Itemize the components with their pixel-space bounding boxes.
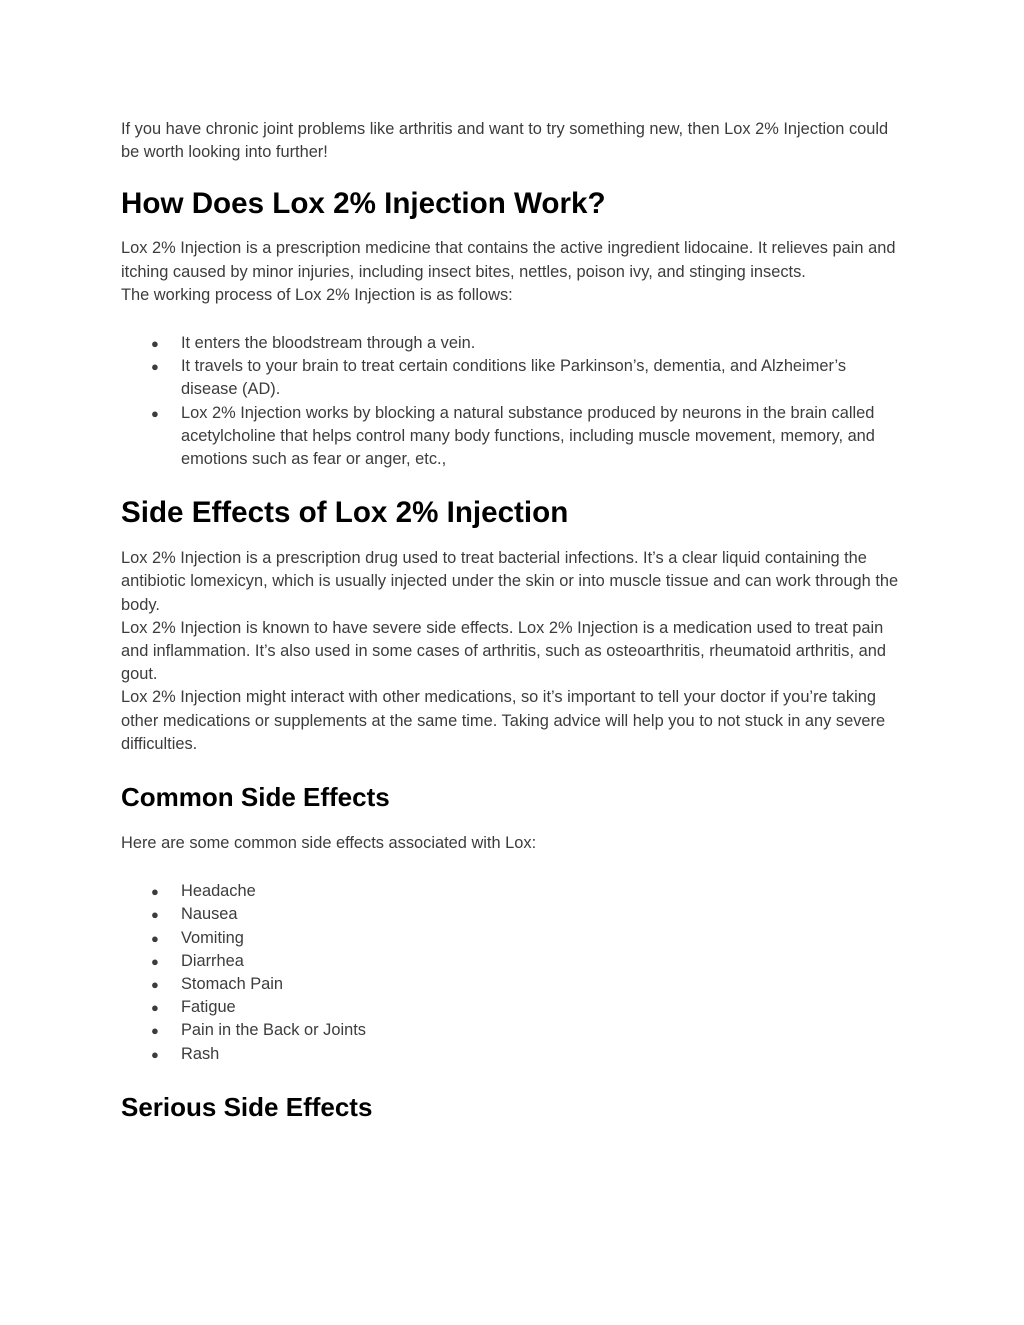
common-side-effects-list bbox=[121, 880, 907, 1066]
list-item: ● Rash bbox=[121, 1043, 907, 1066]
intro-paragraph: If you have chronic joint problems like arthritis and want to try something new, then Lox 2% Injection could be worth looking into further! bbox=[121, 120, 889, 162]
bullet-icon: ● bbox=[151, 884, 159, 900]
side-effects-paragraph-2: Lox 2% Injection is known to have severe side effects. Lox 2% Injection is a medication used to treat pain and inflammation. It’s also used in some cases of arthritis, such as osteoarthritis, rheumatoid arthritis, and gout. bbox=[121, 618, 886, 684]
list-item: ● Headache bbox=[121, 880, 907, 903]
side-effects-paragraph-3: Lox 2% Injection might interact with other medications, so it’s important to tell your doctor if you’re taking other medications or supplements at the same time. Taking advice will help you to not stuck in any severe difficulties. bbox=[121, 688, 886, 753]
bullet-icon: ● bbox=[151, 907, 159, 923]
common-side-effects-intro: Here are some common side effects associated with Lox: bbox=[121, 834, 537, 853]
document-page bbox=[121, 118, 907, 1123]
working-process-list bbox=[121, 332, 907, 471]
bullet-icon: ● bbox=[151, 953, 159, 969]
bullet-icon: ● bbox=[151, 405, 159, 421]
heading-serious-side-effects: Serious Side Effects bbox=[121, 1091, 373, 1122]
list-item: ● Nausea bbox=[121, 903, 907, 926]
list-item: ● Fatigue bbox=[121, 996, 907, 1019]
list-item: ● Stomach Pain bbox=[121, 973, 907, 996]
list-item: ● Pain in the Back or Joints bbox=[121, 1019, 907, 1042]
bullet-icon: ● bbox=[151, 930, 159, 946]
bullet-icon: ● bbox=[151, 1046, 159, 1062]
heading-common-side-effects: Common Side Effects bbox=[121, 782, 390, 813]
bullet-icon: ● bbox=[151, 1023, 159, 1039]
list-item: ● It travels to your brain to treat certain conditions like Parkinson’s, dementia, and Alzheimer’s disease (AD). bbox=[151, 357, 847, 399]
heading-how-does-it-work: How Does Lox 2% Injection Work? bbox=[121, 187, 606, 221]
heading-side-effects: Side Effects of Lox 2% Injection bbox=[121, 496, 569, 530]
list-item: ● Vomiting bbox=[121, 927, 907, 950]
list-item: ● Lox 2% Injection works by blocking a natural substance produced by neurons in the brain called acetylcholine that helps control many body functions, including muscle movement, memory, and emotions such as fear or anger, etc., bbox=[151, 403, 875, 469]
bullet-icon: ● bbox=[151, 336, 159, 352]
list-item: ● Diarrhea bbox=[121, 950, 907, 973]
bullet-icon: ● bbox=[151, 1000, 159, 1016]
side-effects-paragraph-1: Lox 2% Injection is a prescription drug used to treat bacterial infections. It’s a clear liquid containing the antibiotic lomexicyn, which is usually injected under the skin or into muscle tissue and can work through the body. bbox=[121, 549, 899, 614]
list-item: ● It enters the bloodstream through a vein. bbox=[121, 332, 907, 355]
working-process-paragraph: The working process of Lox 2% Injection is as follows: bbox=[121, 285, 513, 304]
how-it-works-paragraph: Lox 2% Injection is a prescription medicine that contains the active ingredient lidocaine. It relieves pain and itching caused by minor injuries, including insect bites, nettles, poison ivy, and stinging insects. bbox=[121, 239, 896, 281]
bullet-icon: ● bbox=[151, 977, 159, 993]
bullet-icon: ● bbox=[151, 359, 159, 375]
